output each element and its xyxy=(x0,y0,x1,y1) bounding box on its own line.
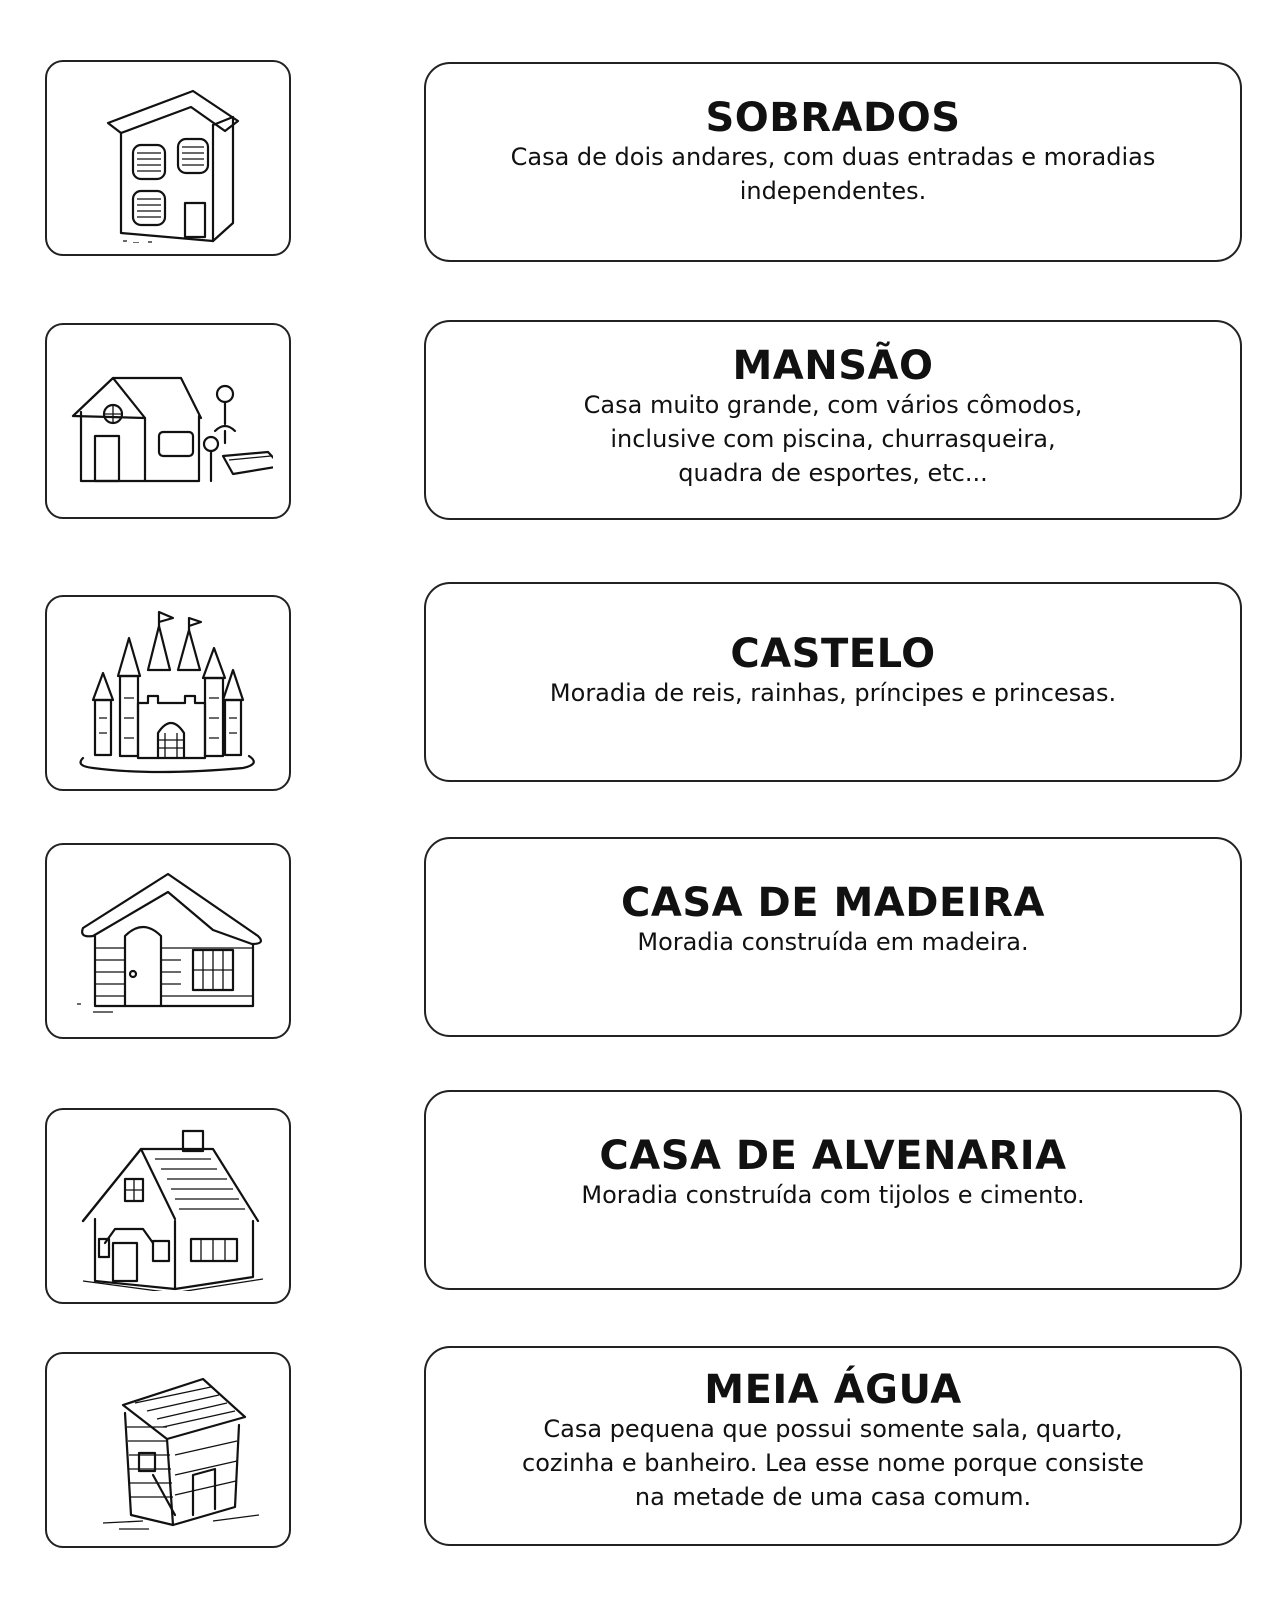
shack-icon xyxy=(63,1365,273,1535)
card-title: SOBRADOS xyxy=(705,95,961,141)
mansion-icon xyxy=(63,336,273,506)
card-title: MEIA ÁGUA xyxy=(704,1367,962,1413)
card-description: Casa de dois andares, com duas entradas e moradias independentes. xyxy=(510,143,1156,205)
image-box-castelo xyxy=(45,595,291,791)
card-description: Moradia construída com tijolos e cimento. xyxy=(581,1181,1085,1209)
two-story-house-icon xyxy=(63,73,273,243)
card-title: CASA DE ALVENARIA xyxy=(599,1133,1067,1179)
castle-icon xyxy=(63,608,273,778)
card-description: Moradia de reis, rainhas, príncipes e princesas. xyxy=(549,679,1117,707)
card-title: MANSÃO xyxy=(732,343,934,389)
card-meia-agua xyxy=(424,1346,1242,1546)
card-castelo xyxy=(424,582,1242,782)
card-description: Casa muito grande, com vários cômodos, inclusive com piscina, churrasqueira, quadra de esportes, etc... xyxy=(583,391,1083,487)
card-title: CASA DE MADEIRA xyxy=(621,880,1045,926)
card-casa-de-alvenaria xyxy=(424,1090,1242,1290)
card-sobrados xyxy=(424,62,1242,262)
card-casa-de-madeira xyxy=(424,837,1242,1037)
card-mansao xyxy=(424,320,1242,520)
card-title: CASTELO xyxy=(730,631,936,677)
image-box-casa-de-alvenaria xyxy=(45,1108,291,1304)
card-description: Casa pequena que possui somente sala, quarto, cozinha e banheiro. Lea esse nome porque consiste na metade de uma casa comum. xyxy=(522,1415,1144,1511)
image-box-mansao xyxy=(45,323,291,519)
brick-house-icon xyxy=(63,1121,273,1291)
card-description: Moradia construída em madeira. xyxy=(637,928,1029,956)
wooden-house-icon xyxy=(63,856,273,1026)
image-box-meia-agua xyxy=(45,1352,291,1548)
image-box-sobrados xyxy=(45,60,291,256)
image-box-casa-de-madeira xyxy=(45,843,291,1039)
